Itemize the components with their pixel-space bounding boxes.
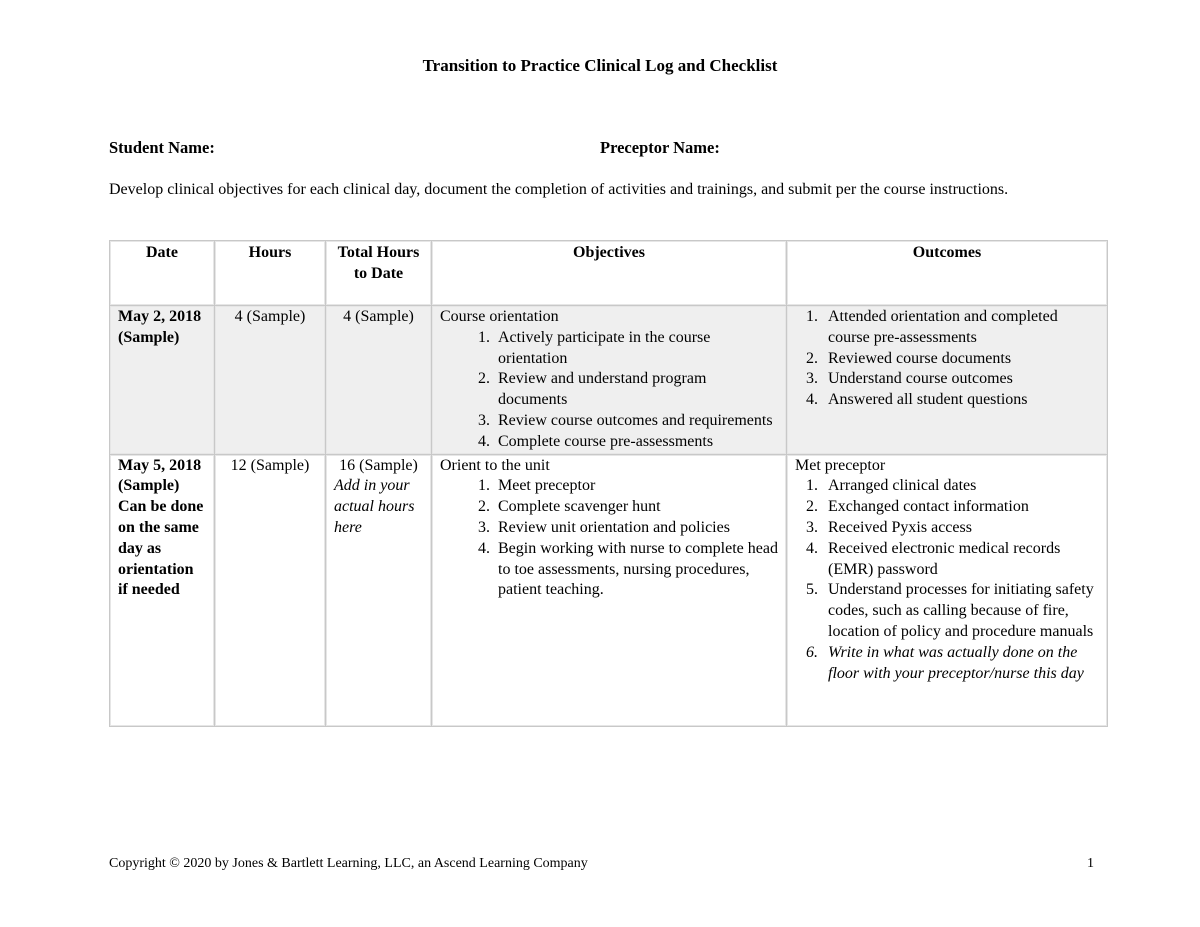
instructions-text: Develop clinical objectives for each clinical day, document the completion of activities and trainings, and submit per the course instructions. [109, 181, 1009, 198]
list-item: 3. Review unit orientation and policies [494, 518, 778, 539]
outcomes-intro: Met preceptor [795, 456, 886, 474]
outcomes-list [795, 476, 1099, 684]
copyright-text: Copyright © 2020 by Jones & Bartlett Learning, LLC, an Ascend Learning Company [109, 856, 588, 871]
table-row [110, 454, 1108, 726]
header-objectives: Objectives [432, 241, 787, 306]
row-hours: 4 (Sample) [215, 306, 326, 455]
row-total-hours: 4 (Sample) [326, 306, 432, 455]
list-item: 5. Understand processes for initiating safety codes, such as calling because of fire, location of policy and procedure manuals [822, 580, 1099, 642]
list-item: 2. Reviewed course documents [822, 349, 1099, 370]
objectives-intro: Orient to the unit [440, 456, 550, 474]
list-item: 1. Actively participate in the course orientation [494, 328, 778, 370]
row-total-hours [326, 454, 432, 726]
objectives-list [440, 328, 778, 453]
preceptor-name-label: Preceptor Name: [600, 138, 720, 157]
outcomes-list [795, 307, 1099, 411]
row-objectives [432, 454, 787, 726]
clinical-log-table [109, 240, 1108, 727]
document-title: Transition to Practice Clinical Log and Checklist [422, 56, 778, 75]
list-item: 3. Received Pyxis access [822, 518, 1099, 539]
list-item: 2. Review and understand program documents [494, 369, 778, 411]
total-hours-value: 16 (Sample) [339, 456, 418, 474]
student-name-label: Student Name: [109, 138, 215, 157]
list-item: 1. Attended orientation and completed course pre-assessments [822, 307, 1099, 349]
list-item: 1. Arranged clinical dates [822, 476, 1099, 497]
row-date: May 5, 2018 (Sample) Can be done on the same day as orientation if needed [110, 454, 215, 726]
table-row [110, 306, 1108, 455]
list-item: 1. Meet preceptor [494, 476, 778, 497]
row-outcomes [787, 454, 1108, 726]
header-hours: Hours [215, 241, 326, 306]
list-item: 2. Exchanged contact information [822, 497, 1099, 518]
name-fields [109, 138, 1109, 158]
list-item: 4. Complete course pre-assessments [494, 432, 778, 453]
list-item: 4. Received electronic medical records (EMR) password [822, 539, 1099, 581]
list-item: 6. Write in what was actually done on the floor with your preceptor/nurse this day [822, 643, 1099, 685]
row-date: May 2, 2018 (Sample) [110, 306, 215, 455]
list-item: 4. Begin working with nurse to complete head to toe assessments, nursing procedures, patient teaching. [494, 539, 778, 601]
header-outcomes: Outcomes [787, 241, 1108, 306]
table-header-row [110, 241, 1108, 306]
objectives-list [440, 476, 778, 601]
list-item: 2. Complete scavenger hunt [494, 497, 778, 518]
list-item: 3. Understand course outcomes [822, 369, 1099, 390]
row-objectives [432, 306, 787, 455]
footer [109, 856, 1094, 872]
list-item: 3. Review course outcomes and requirements [494, 411, 778, 432]
list-item: 4. Answered all student questions [822, 390, 1099, 411]
objectives-intro: Course orientation [440, 308, 559, 325]
header-total-hours: Total Hours to Date [326, 241, 432, 306]
header-date: Date [110, 241, 215, 306]
row-outcomes [787, 306, 1108, 455]
row-hours: 12 (Sample) [215, 454, 326, 726]
total-hours-note: Add in your actual hours here [334, 477, 415, 536]
page-number: 1 [1087, 856, 1094, 871]
